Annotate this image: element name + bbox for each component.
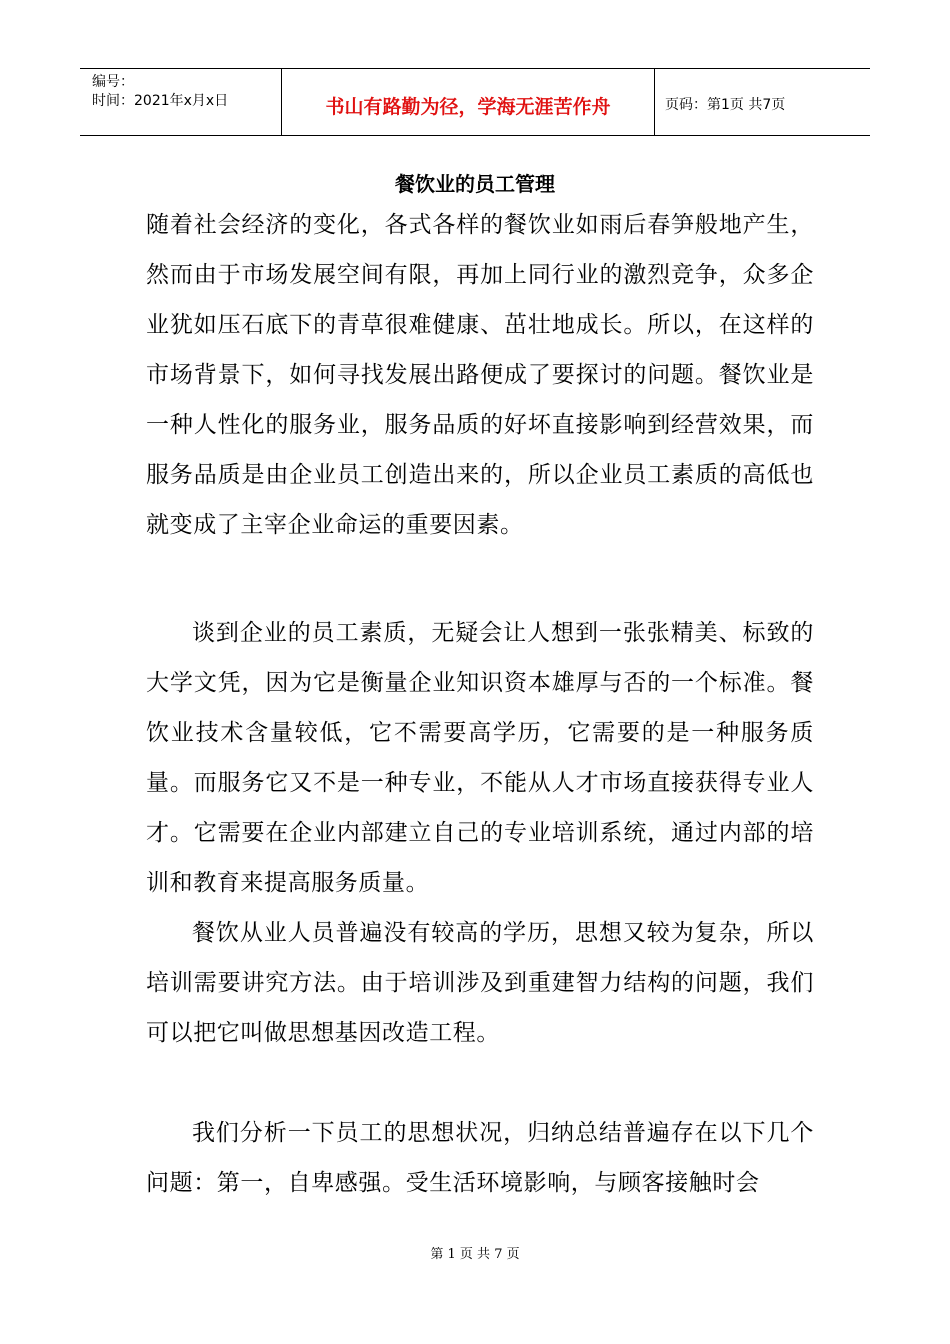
header-motto: 书山有路勤为径，学海无涯苦作舟 [282,69,655,135]
document-date: 时间：2021年x月x日 [92,93,229,109]
paragraph-1: 随着社会经济的变化，各式各样的餐饮业如雨后春笋般地产生，然而由于市场发展空间有限，再加上同行业的激烈竞争，众多企业犹如压石底下的青草很难健康、茁壮地成长。所以，在这样的市场背景下，如何寻找发展出路便成了要探讨的问题。餐饮业是一种人性化的服务业，服务品质的好坏直接影响到经营效果，而服务品质是由企业员工创造出来的，所以企业员工素质的高低也就变成了主宰企业命运的重要因素。 [146,212,814,538]
paragraph-2: 谈到企业的员工素质，无疑会让人想到一张张精美、标致的大学文凭，因为它是衡量企业知识资本雄厚与否的一个标准。餐饮业技术含量较低，它不需要高学历，它需要的是一种服务质量。而服务它又不是一种专业，不能从人才市场直接获得专业人才。它需要在企业内部建立自己的专业培训系统，通过内部的培训和教育来提高服务质量。 [146,620,814,896]
document-title: 餐饮业的员工管理 [395,172,555,196]
header-meta-cell [80,69,282,135]
paragraph-4: 我们分析一下员工的思想状况，归纳总结普遍存在以下几个问题：第一，自卑感强。受生活环境影响，与顾客接触时会 [146,1120,814,1196]
document-number-label: 编号： [92,74,134,90]
header-table [80,68,870,136]
paragraph-3: 餐饮从业人员普遍没有较高的学历，思想又较为复杂，所以培训需要讲究方法。由于培训涉及到重建智力结构的问题，我们可以把它叫做思想基因改造工程。 [146,920,814,1046]
header-page-code: 页码：第1页 共7页 [665,97,786,113]
page-footer: 第 1 页 共 7 页 [430,1247,520,1262]
